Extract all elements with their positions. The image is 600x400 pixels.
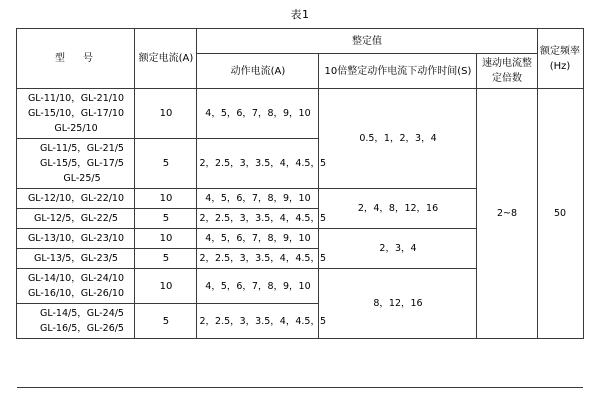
header-fast-multiple: 速动电流整定倍数 [477, 54, 537, 89]
cell-models [17, 304, 135, 339]
cell-models [17, 139, 135, 189]
cell-rated-current: 10 [135, 229, 197, 249]
cell-action-current: 2，2.5，3，3.5，4，4.5，5 [197, 139, 319, 189]
model-line: GL-25/5 [63, 173, 101, 184]
cell-time: 8，12，16 [319, 269, 477, 339]
model-line: GL-14/5，GL-24/5 [39, 308, 124, 319]
cell-action-current: 2，2.5，3，3.5，4，4.5，5 [197, 209, 319, 229]
table-row [17, 89, 583, 139]
model-line: GL-12/10，GL-22/10 [27, 193, 125, 204]
header-rated-frequency: 额定频率(Hz) [537, 29, 583, 89]
cell-rated-current: 10 [135, 89, 197, 139]
cell-models [17, 209, 135, 229]
cell-frequency: 50 [537, 89, 583, 339]
cell-action-current: 2，2.5，3，3.5，4，4.5，5 [197, 249, 319, 269]
model-line: GL-11/10，GL-21/10 [27, 93, 125, 104]
model-line: GL-16/10，GL-26/10 [27, 288, 125, 299]
cell-action-current: 4，5，6，7，8，9，10 [197, 269, 319, 304]
cell-models [17, 89, 135, 139]
cell-action-current: 2，2.5，3，3.5，4，4.5，5 [197, 304, 319, 339]
cell-models [17, 229, 135, 249]
table-caption: 表1 [290, 8, 310, 21]
header-setting-group: 整定值 [197, 29, 537, 54]
table-header [17, 29, 583, 89]
model-line: GL-13/10，GL-23/10 [27, 233, 125, 244]
cell-models [17, 189, 135, 209]
cell-action-current: 4，5，6，7，8，9，10 [197, 89, 319, 139]
cell-rated-current: 5 [135, 139, 197, 189]
specification-table [16, 28, 583, 339]
model-line: GL-16/5，GL-26/5 [39, 323, 124, 334]
model-line: GL-12/5，GL-22/5 [33, 213, 118, 224]
model-line: GL-25/10 [54, 123, 98, 134]
header-rated-current: 额定电流(A) [135, 29, 197, 89]
cell-models [17, 269, 135, 304]
cell-rated-current: 5 [135, 209, 197, 229]
table-body [17, 89, 583, 339]
model-line: GL-13/5，GL-23/5 [33, 253, 118, 264]
cell-rated-current: 10 [135, 269, 197, 304]
page-bottom-rule [17, 387, 583, 388]
cell-action-current: 4，5，6，7，8，9，10 [197, 189, 319, 209]
cell-rated-current: 10 [135, 189, 197, 209]
cell-time: 2，3，4 [319, 229, 477, 269]
header-action-current: 动作电流(A) [197, 54, 319, 89]
header-time-at-10x: 10倍整定动作电流下动作时间(S) [319, 54, 477, 89]
cell-action-current: 4，5，6，7，8，9，10 [197, 229, 319, 249]
model-line: GL-15/5，GL-17/5 [39, 158, 124, 169]
model-line: GL-14/10，GL-24/10 [27, 273, 125, 284]
cell-models [17, 249, 135, 269]
model-line: GL-15/10，GL-17/10 [27, 108, 125, 119]
cell-rated-current: 5 [135, 249, 197, 269]
cell-fast-multiple: 2~8 [477, 89, 537, 339]
header-model: 型 号 [17, 29, 135, 89]
cell-rated-current: 5 [135, 304, 197, 339]
cell-time: 2，4，8，12，16 [319, 189, 477, 229]
header-row-1 [17, 29, 583, 54]
cell-time: 0.5，1，2，3，4 [319, 89, 477, 189]
model-line: GL-11/5，GL-21/5 [39, 143, 124, 154]
